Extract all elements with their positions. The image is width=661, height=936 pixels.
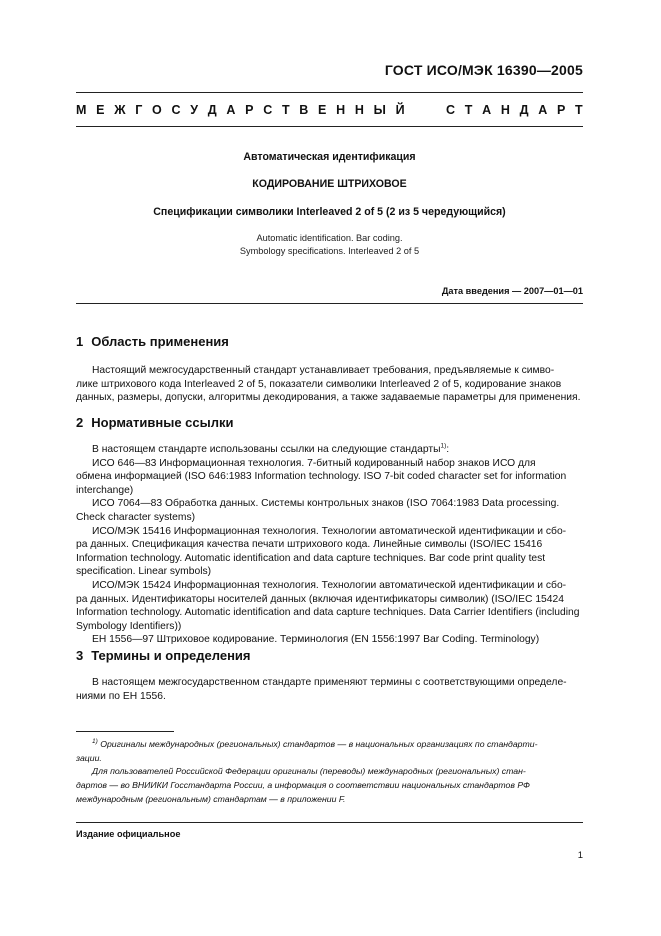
section-1-body [76, 364, 583, 405]
section-1-line: данных, размеры, допуски, алгоритмы декодирования, а также задаваемые параметры для применения. [76, 392, 581, 404]
section-3-body [76, 676, 583, 703]
english-title-1: Automatic identification. Bar coding. [256, 233, 403, 243]
banner-letter: Ж [114, 103, 126, 117]
banner-letter: Р [245, 103, 254, 117]
banner-letter: С [171, 103, 181, 117]
title-line-3: Спецификации символики Interleaved 2 of 5 (2 из 5 чередующийся) [153, 206, 506, 218]
section-2-title: Нормативные ссылки [91, 415, 234, 430]
section-3-heading [76, 648, 259, 663]
reference-line: Information technology. Automatic identification and data capture techniques. Data Carrier Identifiers (including [76, 607, 580, 619]
reference-line: specification. Linear symbols) [76, 566, 212, 578]
section-3-number: 3 [76, 648, 84, 663]
lead-tail: : [446, 444, 450, 455]
banner-gap [414, 103, 436, 117]
page-number: 1 [577, 850, 583, 861]
banner-letter: В [299, 103, 309, 117]
section-2-lead [76, 443, 583, 457]
footnote-1-text: Оригиналы международных (региональных) стандартов — в национальных организациях по стандарти- [97, 739, 538, 749]
banner-letter: Е [96, 103, 105, 117]
section-2-heading [76, 415, 241, 430]
footnote-2-line: дартов — во ВНИИКИ Госстандарта России, а информация о соответствии национальных стандартов РФ [76, 780, 530, 791]
reference-line: обмена информацией (ISO 646:1983 Information technology. ISO 7-bit coded character set for information [76, 471, 567, 483]
banner-letter: А [538, 103, 548, 117]
reference-line: ИСО 646—83 Информационная технология. 7-битный кодированный набор знаков ИСО для [92, 457, 536, 469]
banner-letter: Й [395, 103, 405, 117]
section-1-line: лике штрихового кода Interleaved 2 of 5, показатели символики Interleaved 2 of 5, кодирование знаков [76, 378, 562, 390]
section-3-line: ниями по ЕН 1556. [76, 690, 166, 702]
reference-line: ИСО/МЭК 15424 Информационная технология. Технологии автоматической идентификации и сбо- [92, 579, 567, 591]
footnote-1-line [76, 737, 583, 751]
section-1-heading [76, 334, 237, 349]
banner-letter: А [226, 103, 236, 117]
banner-letter: Н [336, 103, 346, 117]
footnote-1 [76, 737, 583, 765]
section-2-number: 2 [76, 415, 84, 430]
reference-line: ИСО/МЭК 15416 Информационная технология. Технологии автоматической идентификации и сбо- [92, 525, 567, 537]
banner-letter: Р [556, 103, 566, 117]
official-edition-label: Издание официальное [76, 829, 181, 839]
document-id: ГОСТ ИСО/МЭК 16390—2005 [384, 62, 583, 78]
section-1-title: Область применения [91, 334, 229, 349]
footnote-2-line: Для пользователей Российской Федерации оригиналы (переводы) международных (региональных) стан- [92, 766, 526, 776]
section-2-body [76, 443, 583, 647]
section-1-line: Настоящий межгосударственный стандарт устанавливает требования, предъявляемые к симво- [92, 365, 555, 376]
lead-text: В настоящем стандарте использованы ссылки на следующие стандарты [92, 444, 441, 455]
banner-letter: С [446, 103, 456, 117]
section-1-number: 1 [76, 334, 84, 349]
banner-letter: О [152, 103, 162, 117]
introduction-date: Дата введения — 2007—01—01 [441, 286, 583, 296]
footnote-mark: 1) [440, 442, 447, 450]
footer-rule [76, 822, 583, 823]
reference-line: Information technology. Automatic identification and data capture techniques. Bar code print quality test [76, 552, 546, 564]
banner-letter: Д [519, 103, 529, 117]
reference-line: ра данных. Идентификаторы носителей данных (включая идентификаторы символик) (ISO/IEC 15424 [76, 593, 564, 605]
banner-letter: Н [354, 103, 364, 117]
banner-letter: Т [281, 103, 290, 117]
top-rule [76, 92, 583, 93]
banner-letter: Е [318, 103, 327, 117]
banner-letter: Т [575, 103, 583, 117]
title-line-1: Автоматическая идентификация [243, 151, 416, 163]
reference-line: ЕН 1556—97 Штриховое кодирование. Терминология (EN 1556:1997 Bar Coding. Terminology) [92, 634, 540, 646]
banner-letter: М [76, 103, 87, 117]
section-3-line: В настоящем межгосударственном стандарте применяют термины с соответствующими определе- [92, 677, 567, 688]
footnote-2-line: международным (региональным) стандартам — в приложении F. [76, 794, 346, 805]
standard-banner [76, 103, 583, 117]
banner-letter: Н [500, 103, 510, 117]
section-3-title: Термины и определения [91, 648, 251, 663]
english-title-2: Symbology specifications. Interleaved 2 of 5 [239, 246, 420, 256]
reference-line: ра данных. Спецификация качества печати штрихового кода. Линейные символы (ISO/IEC 15416 [76, 539, 543, 551]
footnote-1-mark: 1) [92, 738, 98, 746]
date-rule [76, 303, 583, 304]
banner-rule [76, 126, 583, 127]
banner-letter: Д [207, 103, 217, 117]
footnote-1-line: зации. [76, 753, 102, 764]
banner-letter: Т [464, 103, 473, 117]
footnote-2 [76, 764, 583, 807]
banner-letter: С [263, 103, 273, 117]
footnote-rule [76, 731, 174, 732]
banner-letter: Ы [373, 103, 386, 117]
reference-line: interchange) [76, 484, 134, 496]
reference-line: ИСО 7064—83 Обработка данных. Системы контрольных знаков (ISO 7064:1983 Data processing. [92, 498, 560, 510]
banner-letter: А [482, 103, 492, 117]
title-line-2: КОДИРОВАНИЕ ШТРИХОВОЕ [252, 178, 407, 190]
banner-letter: Г [135, 103, 143, 117]
banner-letter: У [190, 103, 199, 117]
reference-line: Symbology Identifiers)) [76, 620, 182, 632]
reference-line: Check character systems) [76, 511, 196, 523]
